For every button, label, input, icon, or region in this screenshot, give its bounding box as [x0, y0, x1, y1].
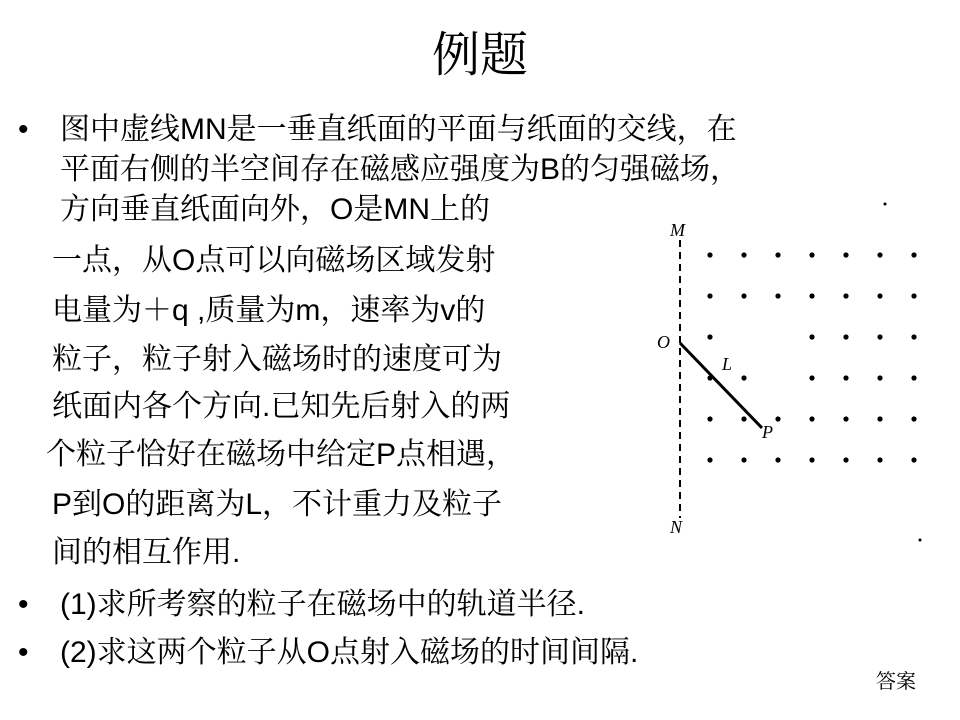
question-1: (1)求所考察的粒子在磁场中的轨道半径. — [60, 588, 585, 621]
question-2: (2)求这两个粒子从O点射入磁场的时间间隔. — [60, 636, 639, 669]
field-dot — [809, 416, 814, 421]
field-dot — [707, 293, 712, 298]
field-dot — [877, 334, 882, 339]
field-dot — [707, 252, 712, 257]
field-dot — [707, 416, 712, 421]
field-dot — [809, 334, 814, 339]
field-dot — [911, 293, 916, 298]
field-dot — [911, 416, 916, 421]
field-dot — [775, 293, 780, 298]
segment-op — [680, 343, 762, 428]
field-dot — [877, 252, 882, 257]
label-n: N — [670, 517, 683, 537]
field-dot — [843, 293, 848, 298]
field-dot — [741, 252, 746, 257]
bullet-marker: • — [18, 588, 29, 621]
problem-line: 图中虚线MN是一垂直纸面的平面与纸面的交线，在 — [60, 113, 737, 146]
field-dot — [843, 334, 848, 339]
field-dot — [911, 334, 916, 339]
bullet-marker: • — [18, 113, 29, 146]
field-dot — [707, 457, 712, 462]
answer-link[interactable]: 答案 — [876, 671, 916, 693]
field-dots — [707, 252, 916, 462]
field-dot — [707, 375, 712, 380]
magnetic-field-diagram — [650, 200, 930, 550]
problem-line: 一点，从O点可以向磁场区域发射 — [52, 244, 496, 277]
field-dot — [809, 457, 814, 462]
problem-line: 纸面内各个方向.已知先后射入的两 — [52, 390, 511, 423]
field-dot — [877, 293, 882, 298]
problem-line: 粒子，粒子射入磁场时的速度可为 — [52, 343, 502, 376]
field-dot — [741, 416, 746, 421]
label-p: P — [762, 422, 773, 442]
stray-dot — [919, 539, 922, 542]
field-dot — [775, 416, 780, 421]
field-dot — [843, 457, 848, 462]
field-dot — [843, 252, 848, 257]
field-dot — [843, 375, 848, 380]
field-dot — [809, 375, 814, 380]
label-o: O — [657, 332, 670, 352]
field-dot — [911, 457, 916, 462]
field-dot — [911, 252, 916, 257]
field-dot — [809, 293, 814, 298]
field-dot — [741, 293, 746, 298]
label-m: M — [670, 220, 685, 240]
problem-line: P到O的距离为L，不计重力及粒子 — [52, 488, 503, 521]
problem-line: 间的相互作用. — [52, 536, 241, 569]
slide-title: 例题 — [431, 29, 528, 82]
field-dot — [741, 457, 746, 462]
field-dot — [877, 416, 882, 421]
bullet-marker: • — [18, 636, 29, 669]
field-dot — [843, 416, 848, 421]
field-dot — [877, 457, 882, 462]
field-dot — [877, 375, 882, 380]
field-dot — [775, 457, 780, 462]
field-dot — [775, 252, 780, 257]
problem-line: 个粒子恰好在磁场中给定P点相遇， — [46, 438, 517, 471]
field-dot — [809, 252, 814, 257]
label-l: L — [722, 354, 733, 374]
field-dot — [707, 334, 712, 339]
problem-line: 平面右侧的半空间存在磁感应强度为B的匀强磁场， — [60, 153, 741, 186]
problem-line: 方向垂直纸面向外，O是MN上的 — [60, 193, 490, 226]
field-dot — [741, 375, 746, 380]
stray-dot — [884, 203, 887, 206]
field-dot — [911, 375, 916, 380]
problem-line: 电量为＋q ,质量为m，速率为v的 — [52, 294, 486, 327]
